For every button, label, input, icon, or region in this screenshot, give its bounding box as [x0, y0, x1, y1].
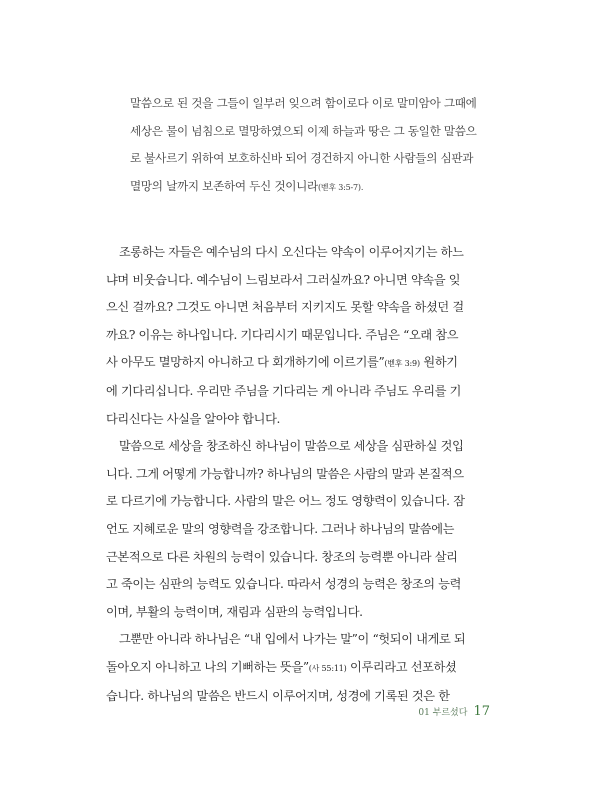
paragraph-line-tail: 이루리라고 선포하셨 [346, 659, 457, 674]
paragraph-line [106, 654, 490, 683]
chapter-label: 01 부르셨다 [418, 708, 468, 718]
scripture-quote [130, 90, 500, 201]
quote-line: 세상은 물이 넘침으로 멸망하였으되 이제 하늘과 땅은 그 동일한 말씀으 [130, 123, 477, 138]
body-text [106, 239, 490, 710]
page-footer [418, 704, 490, 719]
paragraph-line: 까요? 이유는 하나입니다. 기다리시기 때문입니다. 주님은 “오래 참으 [106, 327, 459, 342]
paragraph-line: 니다. 그게 어떻게 가능합니까? 하나님의 말씀은 사람의 말과 본질적으 [106, 466, 464, 481]
page-number: 17 [473, 704, 490, 719]
paragraph-line: 언도 지혜로운 말의 영향력을 강조합니다. 그러나 하나님의 말씀에는 [106, 521, 455, 536]
inline-citation: (사 55:11) [308, 663, 347, 673]
paragraph-line-text: 사 아무도 멸망하지 아니하고 다 회개하기에 이르기를” [106, 355, 385, 370]
paragraph-line-text: 돌아오지 아니하고 나의 기뻐하는 뜻을” [106, 659, 309, 674]
quote-line-text: 멸망의 날까지 보존하여 두신 것이니라 [130, 178, 318, 193]
quote-line [130, 173, 500, 202]
paragraph-line [106, 349, 490, 378]
paragraph-line: 말씀으로 세상을 창조하신 하나님이 말씀으로 세상을 심판하실 것입 [119, 439, 464, 454]
quote-line: 말씀으로 된 것을 그들이 일부러 잊으려 함이로다 이로 말미암아 그때에 [130, 96, 477, 110]
paragraph-line: 으신 걸까요? 그것도 아니면 처음부터 지키지도 못할 약속을 하셨던 걸 [106, 300, 464, 315]
quote-citation: (벧후 3:5-7). [317, 182, 364, 192]
paragraph-line: 에 기다리십니다. 우리만 주님을 기다리는 게 아니라 주님도 우리를 기 [106, 383, 462, 398]
paragraph-line: 다리신다는 사실을 알아야 합니다. [106, 411, 281, 426]
paragraph-line: 이며, 부활의 능력이며, 재림과 심판의 능력입니다. [106, 604, 363, 619]
paragraph-line: 근본적으로 다른 차원의 능력이 있습니다. 창조의 능력뿐 아니라 살리 [106, 549, 458, 564]
paragraph-line: 냐며 비웃습니다. 예수님이 느림보라서 그러실까요? 아니면 약속을 잊 [106, 272, 461, 287]
paragraph-line: 로 다르기에 가능합니다. 사람의 말은 어느 정도 영향력이 있습니다. 잠 [106, 494, 465, 509]
paragraph-line: 조롱하는 자들은 예수님의 다시 오신다는 약속이 이루어지기는 하느 [119, 245, 464, 259]
paragraph-line: 습니다. 하나님의 말씀은 반드시 이루어지며, 성경에 기록된 것은 한 [106, 688, 450, 703]
inline-citation: (벧후 3:9) [384, 359, 420, 369]
paragraph-line: 고 죽이는 심판의 능력도 있습니다. 따라서 성경의 능력은 창조의 능력 [106, 577, 462, 592]
paragraph-line: 그뿐만 아니라 하나님은 “내 입에서 나가는 말”이 “헛되이 내게로 되 [119, 632, 466, 647]
paragraph-line-tail: 원하기 [419, 355, 458, 370]
quote-line: 로 불사르기 위하여 보호하신바 되어 경건하지 아니한 사람들의 심판과 [130, 151, 474, 165]
